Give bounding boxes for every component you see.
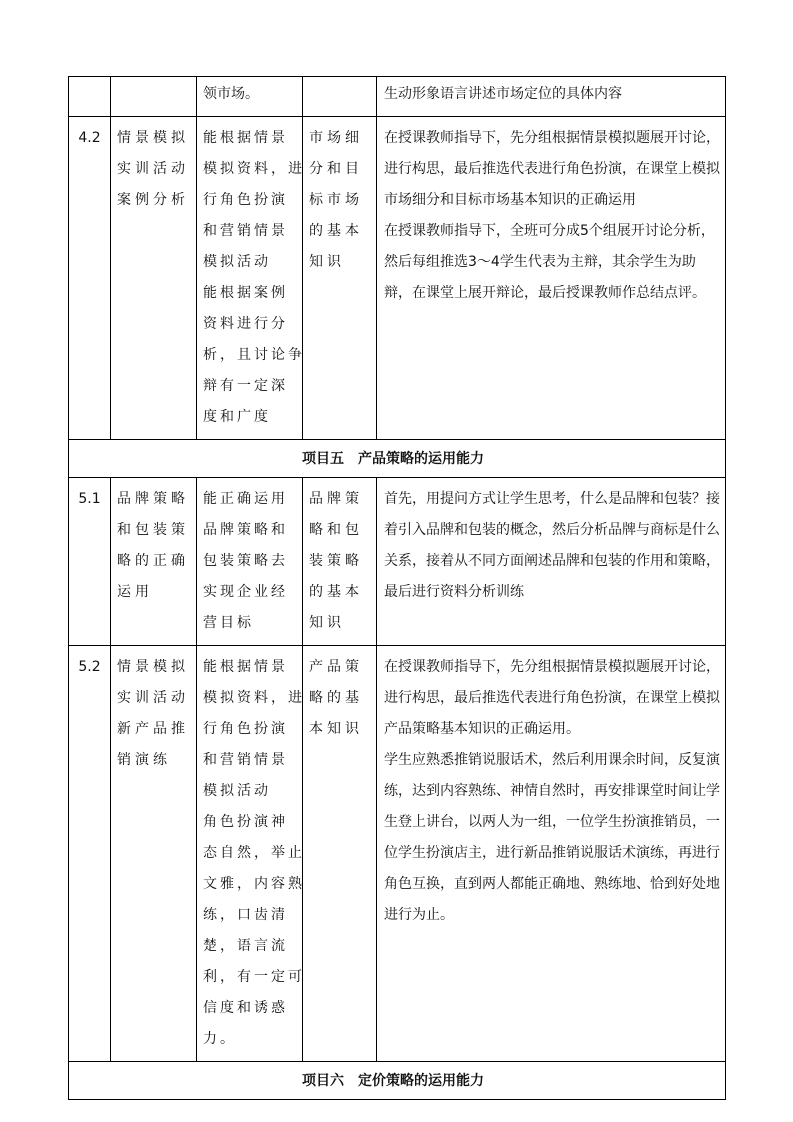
cell-line: 练，口齿清 [203, 907, 288, 923]
cell-line: 文雅，内容熟 [203, 876, 305, 892]
cell-line: 的基本 [309, 584, 363, 600]
cell-line: 度和广度 [203, 409, 271, 425]
cell-paragraph: 在授课教师指导下，先分组根据情景模拟题展开讨论，进行构思，最后推选代表进行角色扮演，在课堂上模拟产品策略基本知识的正确运用。 [384, 659, 720, 737]
cell-line: 实现企业经 [203, 584, 288, 600]
cell-line: 销演练 [117, 752, 171, 768]
table-row [69, 77, 726, 117]
cell-line: 能正确运用 [203, 491, 288, 507]
cell-line: 分和目 [309, 161, 363, 177]
cell-line: 能根据情景 [203, 659, 288, 675]
cell-line: 运用 [117, 584, 153, 600]
section-row [69, 440, 726, 478]
cell-line: 和营销情景 [203, 223, 288, 239]
cell-line: 利，有一定可 [203, 969, 305, 985]
cell-line: 楚，语言流 [203, 938, 288, 954]
item-number: 5.1 [78, 491, 101, 507]
section-heading: 项目六 定价策略的运用能力 [302, 1073, 484, 1089]
cell-line: 模拟资料，进 [203, 690, 305, 706]
cell-line: 资料进行分 [203, 316, 288, 332]
cell-line: 和包装策 [117, 522, 189, 538]
cell-paragraph: 首先，用提问方式让学生思考，什么是品牌和包装？接着引入品牌和包装的概念，然后分析品牌与商标是什么关系，接着从不同方面阐述品牌和包装的作用和策略，最后进行资料分析训练 [384, 491, 720, 600]
table-row [69, 646, 726, 1062]
cell-line: 角色扮演神 [203, 814, 288, 830]
cell-text: 生动形象语言讲述市场定位的具体内容 [384, 86, 622, 102]
cell-line: 实训活动 [117, 690, 189, 706]
cell-line: 态自然，举止 [203, 845, 305, 861]
cell-line: 品牌策 [309, 491, 363, 507]
cell-line: 新产品推 [117, 721, 189, 737]
course-table [68, 76, 726, 1100]
cell-line: 实训活动 [117, 161, 189, 177]
cell-line: 营目标 [203, 615, 254, 631]
cell-paragraph: 学生应熟悉推销说服话术，然后利用课余时间，反复演练，达到内容熟练、神情自然时，再安排课堂时间让学生登上讲台，以两人为一组，一位学生扮演推销员，一位学生扮演店主，进行新品推销说服话术演练，再进行角色互换，直到两人都能正确地、熟练地、恰到好处地进行为止。 [384, 752, 720, 923]
cell-paragraph: 在授课教师指导下，全班可分成5个组展开讨论分析，然后每组推选3～4学生代表为主辩，其余学生为助辩，在课堂上展开辩论，最后授课教师作总结点评。 [384, 223, 715, 301]
cell-line: 模拟活动 [203, 783, 271, 799]
cell-line: 包装策略去 [203, 553, 288, 569]
cell-line: 能根据情景 [203, 130, 288, 146]
cell-line: 装策略 [309, 553, 363, 569]
cell-line: 行角色扮演 [203, 721, 288, 737]
cell-line: 析，且讨论争 [203, 347, 305, 363]
cell-line: 力。 [203, 1031, 237, 1047]
cell-line: 标市场 [309, 192, 363, 208]
cell-line: 知识 [309, 615, 345, 631]
cell-line: 模拟活动 [203, 254, 271, 270]
cell-line: 行角色扮演 [203, 192, 288, 208]
cell-line: 能根据案例 [203, 285, 288, 301]
cell-line: 品牌策略 [117, 491, 189, 507]
cell-line: 品牌策略和 [203, 522, 288, 538]
cell-line: 本知识 [309, 721, 363, 737]
cell-line: 信度和诱惑 [203, 1000, 288, 1016]
cell-line: 案例分析 [117, 192, 189, 208]
item-number: 4.2 [78, 130, 101, 146]
table-row [69, 117, 726, 440]
cell-paragraph: 在授课教师指导下，先分组根据情景模拟题展开讨论，进行构思，最后推选代表进行角色扮演，在课堂上模拟市场细分和目标市场基本知识的正确运用 [384, 130, 720, 208]
section-heading: 项目五 产品策略的运用能力 [302, 451, 484, 467]
section-row [69, 1062, 726, 1100]
item-number: 5.2 [78, 659, 101, 675]
cell-line: 辩有一定深 [203, 378, 288, 394]
cell-line: 和营销情景 [203, 752, 288, 768]
cell-line: 情景模拟 [117, 659, 189, 675]
cell-line: 模拟资料，进 [203, 161, 305, 177]
table-row [69, 478, 726, 646]
cell-line: 情景模拟 [117, 130, 189, 146]
cell-line: 市场细 [309, 130, 363, 146]
cell-text: 领市场。 [203, 86, 259, 102]
cell-line: 略和包 [309, 522, 363, 538]
cell-line: 产品策 [309, 659, 363, 675]
cell-line: 略的正确 [117, 553, 189, 569]
cell-line: 略的基 [309, 690, 363, 706]
cell-line: 的基本 [309, 223, 363, 239]
cell-line: 知识 [309, 254, 345, 270]
